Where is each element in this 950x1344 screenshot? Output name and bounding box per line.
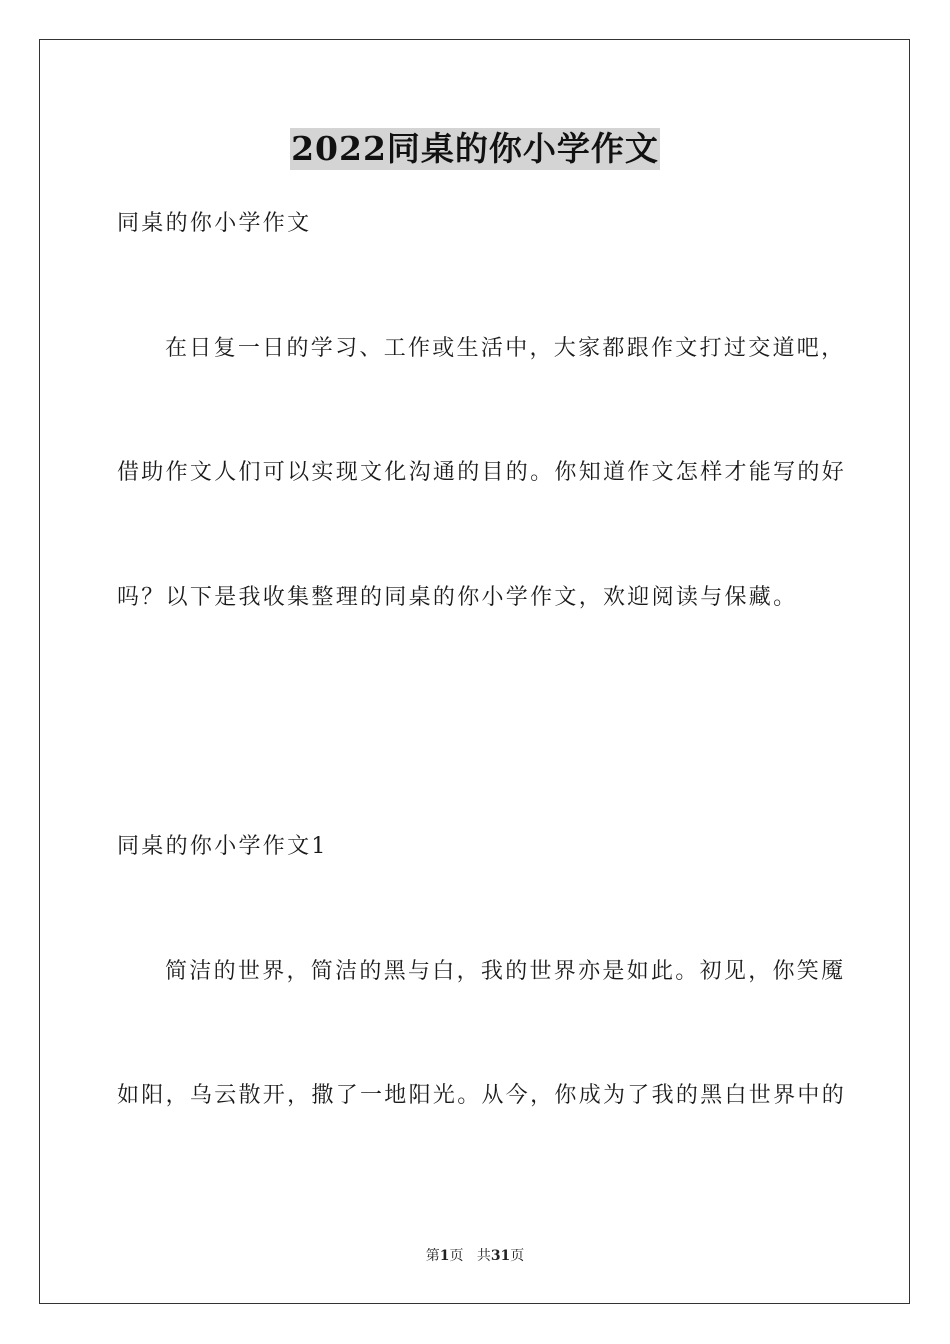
section-heading: 同桌的你小学作文1 — [117, 834, 328, 859]
page-prefix: 第 — [425, 1248, 440, 1264]
body-line-1: 简洁的世界，简洁的黑与白，我的世界亦是如此。初见，你笑魇 — [165, 959, 846, 984]
document-title: 2022同桌的你小学作文 — [291, 129, 659, 168]
total-prefix: 共 — [476, 1248, 491, 1264]
page-number: 1 — [439, 1248, 450, 1264]
total-pages: 31 — [490, 1248, 511, 1264]
intro-line-3: 吗？以下是我收集整理的同桌的你小学作文，欢迎阅读与保藏。 — [117, 585, 798, 610]
intro-line-2: 借助作文人们可以实现文化沟通的目的。你知道作文怎样才能写的好 — [117, 460, 847, 485]
intro-line-1: 在日复一日的学习、工作或生活中，大家都跟作文打过交道吧， — [165, 336, 846, 361]
document-subtitle: 同桌的你小学作文 — [117, 211, 312, 236]
page-suffix: 页 — [449, 1248, 464, 1264]
title-container — [0, 128, 950, 170]
total-suffix: 页 — [510, 1248, 525, 1264]
page-footer — [0, 1246, 950, 1266]
body-line-2: 如阳，乌云散开，撒了一地阳光。从今，你成为了我的黑白世界中的 — [117, 1083, 847, 1108]
